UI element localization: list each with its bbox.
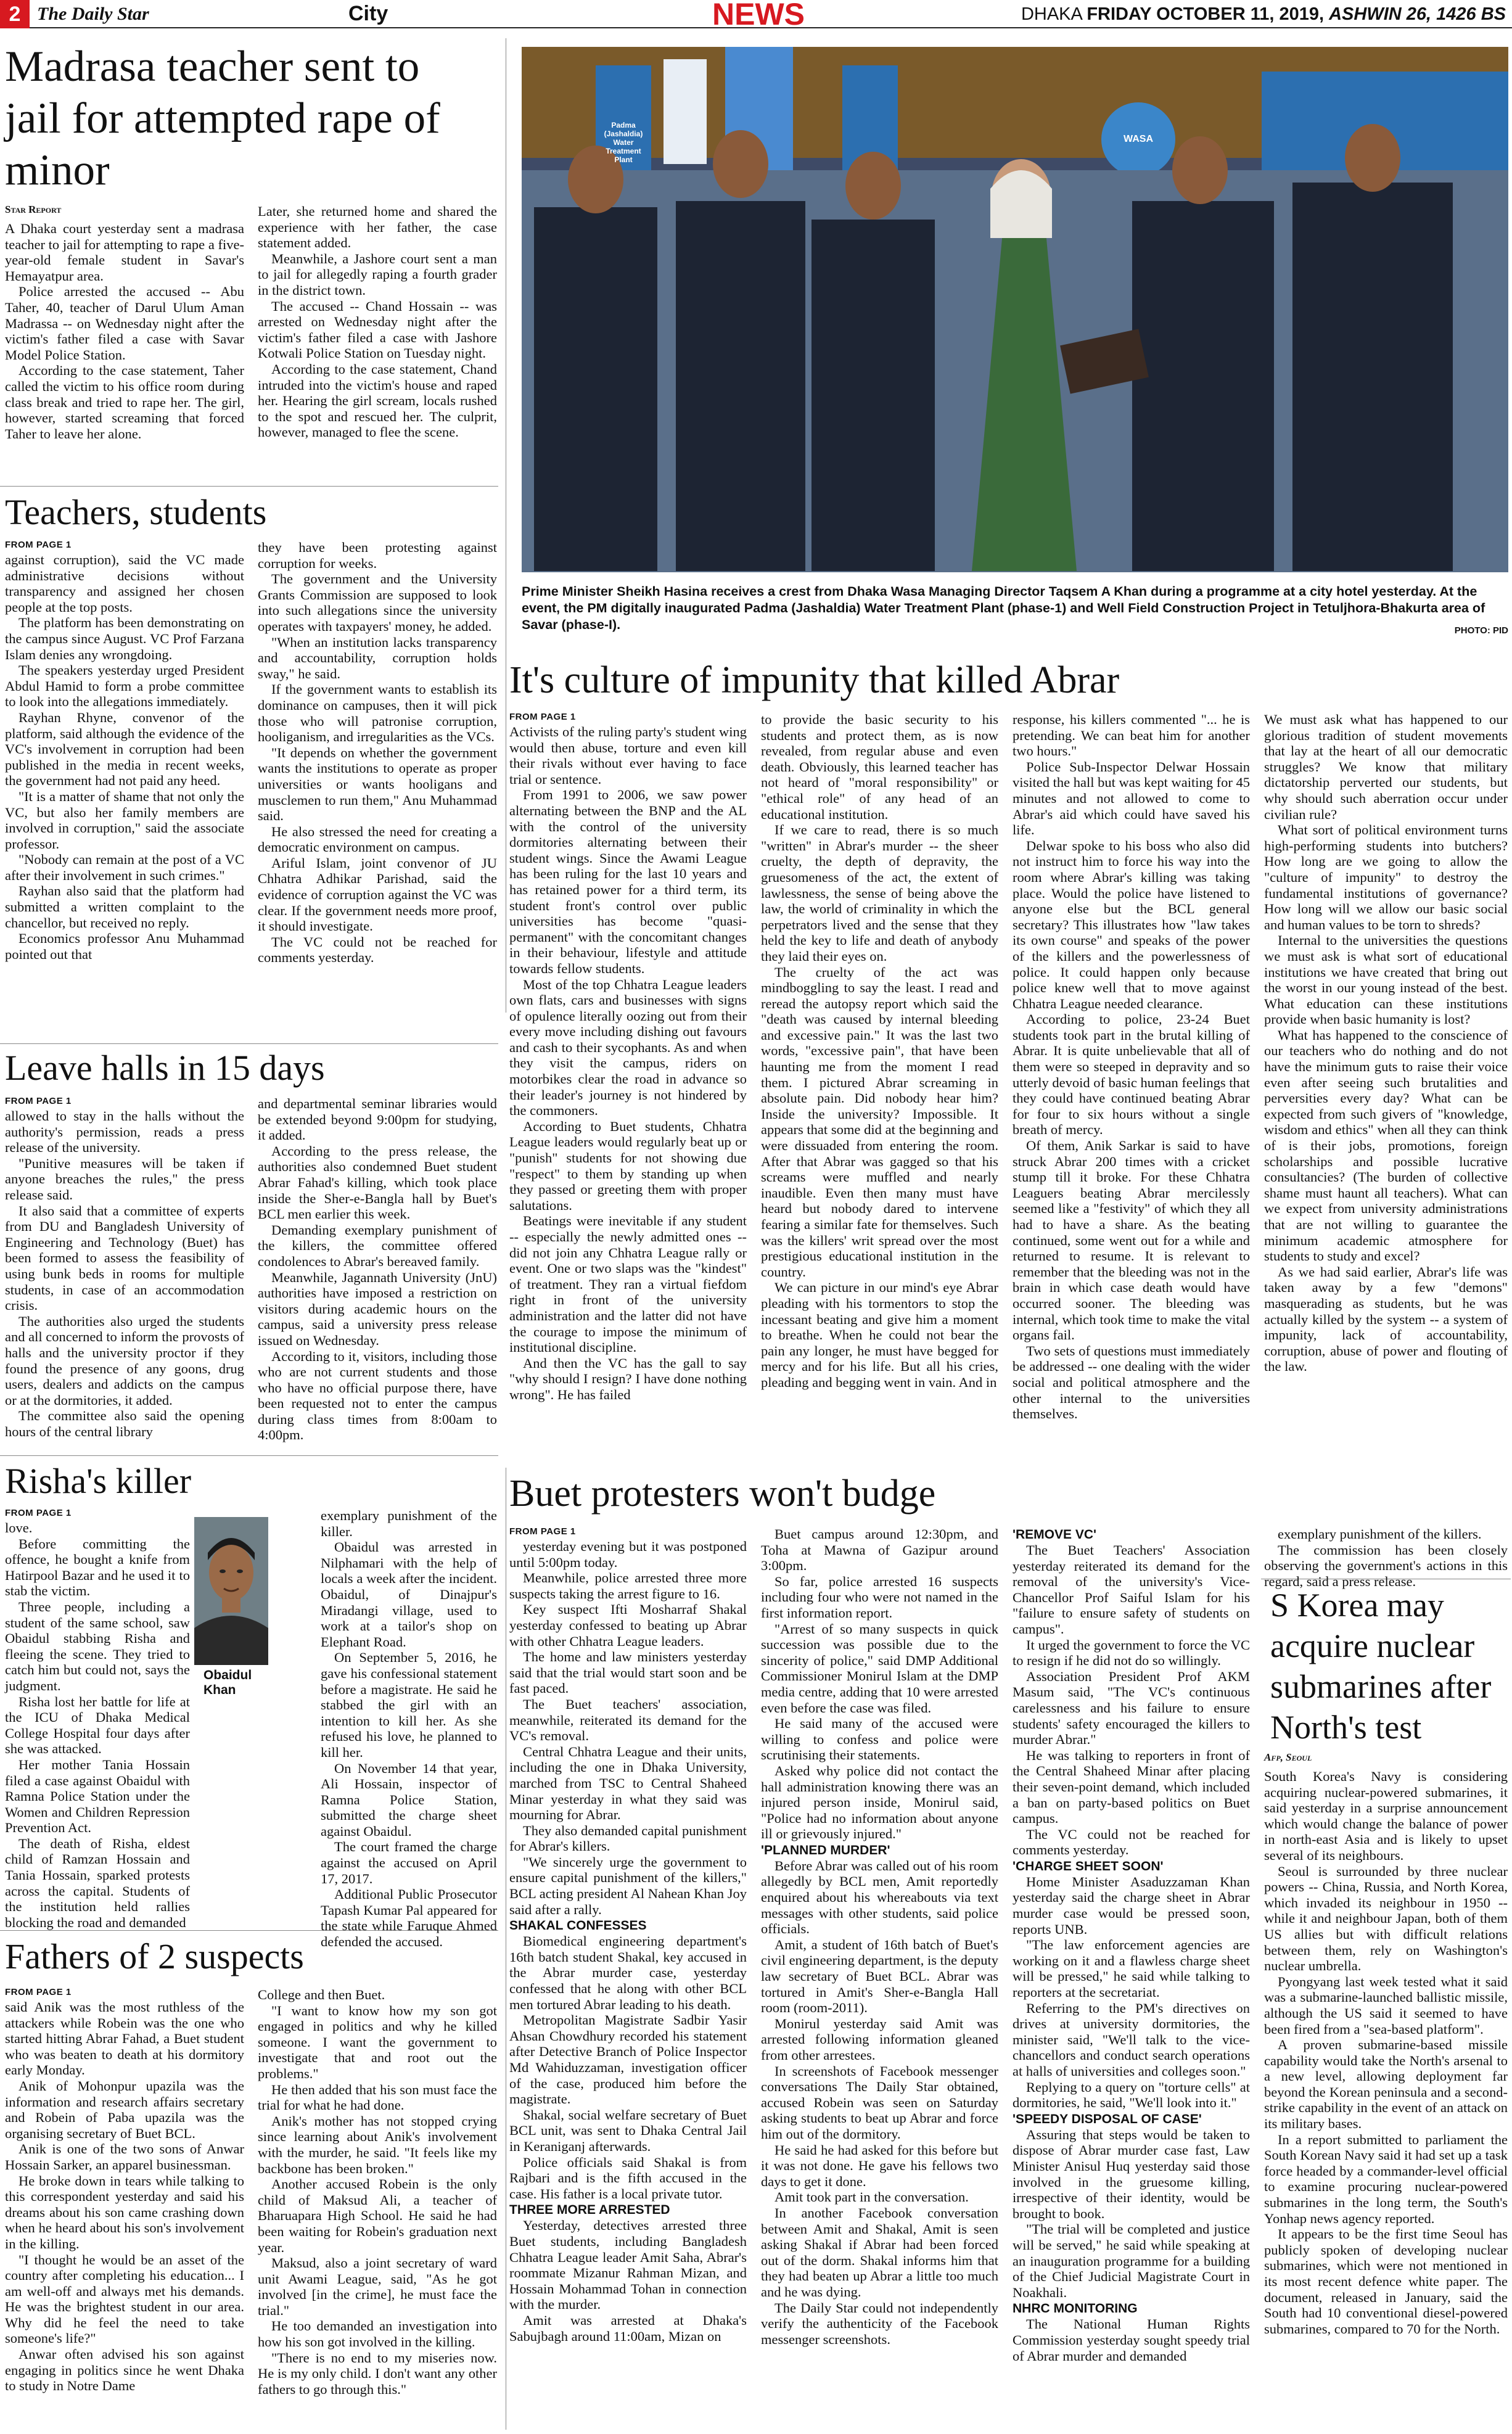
paragraph: Additional Public Prosecutor Tapash Kumar Pal appeared for the state while Faruque Ahmed defended the accused. [321, 1886, 497, 1950]
headline-teachers: Teachers, students [5, 492, 267, 532]
paragraph: The commission has been closely observing the government's actions in this regard, said a press release. [1264, 1542, 1508, 1589]
halls-column-2 [258, 1096, 497, 1453]
paragraph: Central Chhatra League and their units, including the one in Dhaka University, marched from TSC to Central Shaheed Minar yesterday in what they said was mourning for Abrar. [509, 1743, 747, 1823]
headline-abrar: It's culture of impunity that killed Abrar [509, 659, 1120, 701]
paragraph: Amit was arrested at Dhaka's Sabujbagh around 11:00am, Mizan on [509, 2312, 747, 2344]
paragraph: love. [5, 1520, 33, 1536]
paragraph: In another Facebook conversation between Amit and Shakal, Amit is seen asking Shakal if Abrar had been forced out of the dorm. Shakal informs him that they had beaten up Abrar a little too much and he was dying. [761, 2205, 998, 2300]
paragraph: Police arrested the accused -- Abu Taher, 40, teacher of Darul Ulum Aman Madrassa -- on Wednesday night after the victim's father filed a case with Savar Model Police Station. [5, 284, 244, 363]
banner-text: Padma (Jashaldia) Water Treatment Plant [604, 121, 643, 164]
teachers-column-1 [5, 540, 244, 1039]
paragraph: exemplary punishment of the killers. [1278, 1526, 1482, 1542]
paragraph: "The law enforcement agencies are working on it and a flawless charge sheet will be pressed," he said while talking to reporters at the secretariat. [1013, 1937, 1250, 2000]
paragraph: said Anik was the most ruthless of the attackers while Robein was the one who started hitting Abrar Fahad, a Buet student who was beaten to death at his dormitory early Monday. [5, 1999, 244, 2078]
paragraph: Amit took part in the conversation. [774, 2189, 969, 2205]
abrar-column-4 [1264, 712, 1508, 1464]
korea-column [1264, 1751, 1508, 2430]
paragraph: Asked why police did not contact the hall administration knowing there was an injured person inside, Monirul said, "Police had no information about anyone ill or grievously injured." [761, 1762, 998, 1842]
paragraph: response, his killers commented "... he is pretending. We can beat him for another two hours." [1013, 712, 1250, 759]
paragraph: yesterday evening but it was postponed until 5:00pm today. [509, 1539, 747, 1570]
photo-caption: Prime Minister Sheikh Hasina receives a crest from Dhaka Wasa Managing Director Taqsem A Khan during a programme at a city hotel yesterday. At the event, the PM digitally inaugurated Padma (Jashaldia) Water Treatment Plant (phase-1) and Well Field Construction Project in Tetuljhora-Bhakurta area of Savar (phase-I). [522, 584, 1485, 632]
paragraph: The committee also said the opening hours of the central library [5, 1408, 244, 1439]
paragraph: to provide the basic security to his students and protect them, as is now revealed, from regular abuse and even death. Obviously, this learned teacher has not heard of "moral responsibility" or "ethical role" of any head of an educational institution. [761, 712, 998, 822]
from-page-label: FROM PAGE 1 [5, 1987, 72, 1997]
paragraph: The National Human Rights Commission yesterday sought speedy trial of Abrar murder and demanded [1013, 2316, 1250, 2364]
photo-credit: PHOTO: PID [1454, 625, 1508, 636]
paragraph: Delwar spoke to his boss who also did not instruct him to force his way into the room where Abrar's killing was taking place. Would the police have listened to anyone else but the BCL general secretary? This illustrates how "law takes its own course" and speaks of the power of the killers and the powerlessness of police. It could happen only because police knew well that to move against Chhatra League needed clearance. [1013, 837, 1250, 1011]
paragraph: The VC could not be reached for comments yesterday. [258, 934, 497, 966]
paragraph: Ariful Islam, joint convenor of JU Chhatra Adhikar Parishad, said the evidence of corruption against the VC was clear. If the government needs more proof, it should investigate. [258, 855, 497, 934]
paragraph: A proven submarine-based missile capability would take the North's arsenal to a new level, allowing deployment far beyond the Korean peninsula and a second-strike capability in the event of an attack on its military bases. [1264, 2037, 1508, 2132]
paragraph: "It depends on whether the government wants the institutions to operate as proper universities or wants hooligans and musclemen to run them," Anu Muhammad said. [258, 744, 497, 824]
paragraph: "It is a matter of shame that not only the VC, but also her family members are involved in corruption," said the associate professor. [5, 788, 244, 852]
paragraph: The government and the University Grants Commission are supposed to look into such allegations since the university operates with taxpayers' money, he added. [258, 571, 497, 634]
paragraph: According to the case statement, Taher called the victim to his office room during class break and tried to rape her. The girl, however, started screaming that forced Taher to leave her alone. [5, 363, 244, 442]
paragraph: against corruption), said the VC made administrative decisions without transparency and assigned her chosen people at the top posts. [5, 552, 244, 615]
subhead: NHRC MONITORING [1013, 2301, 1138, 2316]
story-divider [0, 1455, 498, 1456]
paragraph: The home and law ministers yesterday said that the trial would start soon and be fast paced. [509, 1649, 747, 1696]
buet-column-2 [761, 1526, 998, 2430]
paragraph: Rayhan also said that the platform had submitted a written complaint to the chancellor, but received no reply. [5, 883, 244, 931]
paragraph: The cruelty of the act was mindboggling to say the least. I read and reread the autopsy report which said the "death was caused by internal bleeding and excessive pain." It was the last two words, "excessive pain", that have been haunting me from the moment I read them. I pictured Abrar screaming in absolute pain. Did nobody hear him? Inside the university? Impossible. It appears that some did at the beginning and were dissuaded from entering the room. After that Abrar was gagged so that his screams were muffled and nearly inaudible. Even then many must have heard but nobody dared to intervene fearing a similar fate for themselves. Such was the killers' writ spread over the most prestigious educational institution in the country. [761, 964, 998, 1280]
paragraph: Amit, a student of 16th batch of Buet's civil engineering department, is the deputy law secretary of Buet BCL. Abrar was tortured in Amit's Sher-e-Bangla Hall room (room-2011). [761, 1936, 998, 2016]
paragraph: Buet campus around 12:30pm, and Toha at Mawna of Gazipur around 3:00pm. [761, 1526, 998, 1574]
paragraph: On November 14 that year, Ali Hossain, inspector of Ramna Police Station, submitted the charge sheet against Obaidul. [321, 1760, 497, 1839]
paragraph: According to it, visitors, including those who are not current students and those who have no official purpose there, have been requested not to enter the campus during class times from 8:00am to 4:00pm. [258, 1348, 497, 1443]
paragraph: "I thought he would be an asset of the country after completing his education... I am well-off and always met his demands. He was the brightest student in our area. Why did he feel the need to take someone's life?" [5, 2251, 244, 2346]
paragraph: Later, she returned home and shared the experience with her father, the case statement added. [258, 204, 497, 251]
paragraph: Beatings were inevitable if any student -- especially the newly admitted ones -- did not join any Chhatra League rally or event. One or two slaps was the "kindest" of treatment. They ran a virtual fiefdom right in front of the university administration and the latter did not have the courage to impose the minimum of institutional discipline. [509, 1213, 747, 1355]
from-page-label: FROM PAGE 1 [5, 540, 72, 550]
paragraph: Demanding exemplary punishment of the killers, the committee offered condolences to Abrar's bereaved family. [258, 1222, 497, 1269]
paragraph: The platform has been demonstrating on the campus since August. VC Prof Farzana Islam denies any wrongdoing. [5, 615, 244, 662]
paragraph: Association President Prof AKM Masum said, "The VC's continuous carelessness and his failure to ensure students' safety encouraged the killers to murder Abrar." [1013, 1668, 1250, 1748]
paragraph: "Arrest of so many suspects in quick succession was possible due to the sincerity of police," said DMP Additional Commissioner Monirul Islam at the DMP media centre, adding that 10 were arrested even before the case was filed. [761, 1621, 998, 1716]
paragraph: They also demanded capital punishment for Abrar's killers. [509, 1822, 747, 1854]
halls-column-1 [5, 1096, 244, 1453]
paragraph: The authorities also urged the students and all concerned to inform the provosts of halls and the university proctor if they found the presence of any goons, drug users, dealers and addicts on the campus or at the dormitories, it added. [5, 1313, 245, 1408]
paragraph: Her mother Tania Hossain filed a case against Obaidul with Ramna Police Station under the Women and Children Repression Prevention Act. [5, 1756, 190, 1836]
headline-risha: Risha's killer [5, 1461, 192, 1501]
paragraph: "The trial will be completed and justice will be served," he said while speaking at an inauguration programme for a building of the Chief Judicial Magistrate Court in Noakhali. [1013, 2221, 1250, 2300]
paragraph: We must ask what has happened to our glorious tradition of student movements that lay at the heart of all our democratic struggles? We know that military dictatorship perverted our students, but why should such aberration occur under civilian rule? [1264, 712, 1508, 822]
paragraph: And then the VC has the gall to say "why should I resign? I have done nothing wrong". He has failed [509, 1355, 747, 1402]
madrasa-column-1 [5, 204, 244, 481]
paragraph: Home Minister Asaduzzaman Khan yesterday said the charge sheet in Abrar murder case would be pressed soon, reports UNB. [1013, 1873, 1250, 1937]
abrar-column-3 [1013, 712, 1250, 1464]
paragraph: The Buet teachers' association, meanwhile, reiterated its demand for the VC's removal. [509, 1696, 747, 1744]
subhead: SHAKAL CONFESSES [509, 1918, 647, 1933]
paragraph: We can picture in our mind's eye Abrar pleading with his tormentors to stop the incessant beating and give him a moment to breathe. When he could not bear the pain any longer, he must have begged for mercy and for his life. But all his cries, pleading and begging went in vain. And in [761, 1280, 998, 1390]
paragraph: Anik of Mohonpur upazila was the information and research affairs secretary and Robein of Paba upazila was the organising secretary of Buet BCL. [5, 2078, 244, 2141]
paragraph: Of them, Anik Sarkar is said to have struck Abrar 200 times with a cricket stump till it broke. For these Chhatra Leaguers beating Abrar mercilessly seemed like a "festivity" of which they all had to have a share. As the beating continued, some went out for a while and returned to resume. It is relevant to remember that the bleeding was not in the brain in which case death would have occurred sooner. The bleeding was internal, which took time to make the vital organs fail. [1013, 1138, 1250, 1343]
paragraph: It also said that a committee of experts from DU and Bangladesh University of Engineering and Technology (Buet) has been formed to assess the feasibility of using bunk beds in rooms for multiple students, in case of an accommodation crisis. [5, 1203, 244, 1314]
from-page-label: FROM PAGE 1 [5, 1096, 72, 1106]
paragraph: Economics professor Anu Muhammad pointed out that [5, 931, 244, 962]
headline-buet: Buet protesters won't budge [509, 1473, 936, 1515]
section-label: NEWS [712, 0, 805, 31]
paragraph: The accused -- Chand Hossain -- was arrested on Wednesday night after the victim's father filed a case with Jashore Kotwali Police Station on Tuesday night. [258, 298, 497, 361]
from-page-label: FROM PAGE 1 [5, 1508, 72, 1518]
paragraph: He too demanded an investigation into how his son got involved in the killing. [258, 2318, 497, 2350]
paragraph: According to Buet students, Chhatra League leaders would regularly beat up or "punish" students for not showing due "respect" to them by standing up when they passed or greeting them with proper salutations. [509, 1118, 747, 1213]
paragraph: "When an institution lacks transparency and accountability, corruption holds sway," he said. [258, 634, 497, 681]
paragraph: In a report submitted to parliament the South Korean Navy said it had set up a task force headed by a commander-level official to examine procuring nuclear-powered submarines in the long term, the South's Yonhap news agency reported. [1264, 2131, 1508, 2226]
paragraph: Obaidul was arrested in Nilphamari with the help of locals a week after the incident. Obaidul, of Dinajpur's Miradangi village, used to work at a tailor's shop on Elephant Road. [321, 1539, 497, 1650]
paragraph: The court framed the charge against the accused on April 17, 2017. [321, 1839, 497, 1886]
headline-fathers: Fathers of 2 suspects [5, 1936, 304, 1976]
abrar-column-1 [509, 712, 747, 1464]
paragraph: Two sets of questions must immediately be addressed -- one dealing with the wider social and political atmosphere and the other internal to the universities themselves. [1013, 1342, 1250, 1422]
paragraph: Meanwhile, police arrested three more suspects taking the arrest figure to 16. [509, 1570, 747, 1601]
paragraph: In screenshots of Facebook messenger conversations The Daily Star obtained, accused Robein was seen on Saturday asking students to beat up Abrar and force him out of the dormitory. [761, 2063, 998, 2142]
section-name: City [348, 2, 388, 25]
paragraph: Seoul is surrounded by three nuclear powers -- China, Russia, and North Korea, which invaded its neighbour in 1950 -- while it and neighbour Japan, both of them US allies but with difficult relations between them, rely on Washington's nuclear umbrella. [1264, 1863, 1508, 1974]
paragraph: It urged the government to force the VC to resign if he did not do so willingly. [1013, 1637, 1250, 1669]
story-divider [0, 1043, 498, 1044]
paragraph: He was talking to reporters in front of the Central Shaheed Minar after placing their seven-point demand, which included a ban on party-based politics on Buet campus. [1013, 1747, 1250, 1827]
paragraph: A Dhaka court yesterday sent a madrasa teacher to jail for attempting to rape a five-year-old female student in Savar's Hemayatpur area. [5, 221, 244, 284]
masthead-logo: The Daily Star [37, 4, 149, 24]
paragraph: Referring to the PM's directives on drives at university dormitories, the minister said, "We'll talk to the vice-chancellors and conduct search operations at halls of universities and colleges soon." [1013, 2000, 1250, 2079]
buet-column-1 [509, 1526, 747, 2430]
subhead: 'PLANNED MURDER' [761, 1843, 890, 1857]
photo-caption-obaidul: Obaidul Khan [203, 1668, 252, 1697]
paragraph: If we care to read, there is so much "written" in Abrar's murder -- the sheer cruelty, the depth of depravity, the gruesomeness of the act, the extent of lawlessness, the sense of being above the law, the world of criminality in which the perpetrators lived and the sense that they held the key to life and death of anybody they laid their eyes on. [761, 822, 998, 964]
risha-column-1 [5, 1508, 190, 1930]
risha-column-2 [321, 1508, 497, 1950]
paragraph: Key suspect Ifti Mosharraf Shakal yesterday confessed to beating up Abrar with other Chhatra League leaders. [509, 1601, 747, 1649]
paragraph: allowed to stay in the halls without the authority's permission, reads a press release of the university. [5, 1108, 244, 1156]
paragraph: According to the case statement, Chand intruded into the victim's house and raped her. Hearing the girl scream, locals rushed to the spot and rescued her. The culprit, however, managed to flee the scene. [258, 361, 497, 440]
paragraph: Assuring that steps would be taken to dispose of Abrar murder case fast, Law Minister Anisul Huq yesterday said those involved in the gruesome killing, irrespective of their identity, would be brought to book. [1013, 2126, 1250, 2221]
byline: Afp, Seoul [1264, 1751, 1312, 1763]
subhead: 'REMOVE VC' [1013, 1527, 1097, 1542]
paragraph: From 1991 to 2006, we saw power alternating between the BNP and the AL with the control of the university dormitories alternating between their student wings. Since the Awami League has been ruling for the last 10 years and has retained power for a third term, its student front's control over public universities has become "quasi-permanent" with the concomitant changes in their behaviour, lifestyle and attitude towards fellow students. [509, 787, 747, 976]
paragraph: Shakal, social welfare secretary of Buet BCL unit, was sent to Dhaka Central Jail in Keraniganj afterwards. [509, 2107, 747, 2154]
from-page-label: FROM PAGE 1 [509, 712, 576, 722]
paragraph: Police officials said Shakal is from Rajbari and is the fifth accused in the case. His father is a local private tutor. [509, 2154, 747, 2202]
abrar-column-2 [761, 712, 998, 1464]
paragraph: Pyongyang last week tested what it said was a submarine-launched ballistic missile, although the US said it seemed to have been fired from a "sea-based platform". [1264, 1973, 1508, 2037]
dateline: DHAKA FRIDAY OCTOBER 11, 2019, ASHWIN 26, 1426 BS [1021, 4, 1506, 24]
paragraph: What has happened to the conscience of our teachers who do nothing and do not have the minimum guts to raise their voice even after seeing such brutalities and perversities every day? What can be expected from such givers of "knowledge, wisdom and ethics" when all they can think of is their jobs, promotions, foreign scholarships and possible lucrative consultancies? (The burden of collective shame must haunt all teachers). What can we expect from university administrations that are not willing to guarantee the minimum academic atmosphere for students to study and excel? [1264, 1027, 1508, 1264]
paragraph: Metropolitan Magistrate Sadbir Yasir Ahsan Chowdhury recorded his statement after Detective Branch of Police Inspector Md Wahiduzzaman, investigation officer of the case, produced him before the magistrate. [509, 2012, 747, 2107]
paragraph: Another accused Robein is the only child of Maksud Ali, a teacher of Bharuapara High School. He said he had been waiting for Robein's graduation next year. [258, 2176, 497, 2255]
paragraph: they have been protesting against corruption for weeks. [258, 540, 497, 571]
page-number: 2 [0, 0, 30, 28]
paragraph: He then added that his son must face the trial for what he had done. [258, 2081, 497, 2113]
paragraph: He said many of the accused were willing to confess and police were scrutinising their statements. [761, 1716, 998, 1763]
paragraph: "Punitive measures will be taken if anyone breaches the rules," the press release said. [5, 1155, 244, 1203]
page-header [0, 0, 1512, 31]
headline-halls: Leave halls in 15 days [5, 1048, 325, 1088]
paragraph: "We sincerely urge the government to ensure capital punishment of the killers," BCL acting president Al Nahean Khan Joy said after a rally. [509, 1854, 747, 1917]
paragraph: Maksud, also a joint secretary of ward unit Awami League, said, "As he got involved [in the crime], he must face the trial." [258, 2255, 497, 2318]
paragraph: It appears to be the first time Seoul has publicly spoken of developing nuclear submarines, which were not mentioned in its most recent defence white paper. The document, released in January, said the South had 10 conventional diesel-powered submarines, compared to 70 for the North. [1264, 2226, 1508, 2337]
fathers-column-2 [258, 1987, 497, 2431]
paragraph: "There is no end to my miseries now. He is my only child. I don't want any other fathers to go through this." [258, 2350, 497, 2397]
subhead: 'CHARGE SHEET SOON' [1013, 1859, 1164, 1873]
paragraph: The Buet Teachers' Association yesterday reiterated its demand for the removal of the university's Vice-Chancellor Prof Saiful Islam for his "failure to ensure safety of students on campus". [1013, 1542, 1250, 1637]
paragraph: According to the press release, the authorities also condemned Buet student Abrar Fahad's killing, which took place inside the Sher-e-Bangla hall by Buet's BCL men earlier this week. [258, 1143, 497, 1222]
paragraph: The Daily Star could not independently verify the authenticity of the Facebook messenger screenshots. [761, 2300, 998, 2347]
paragraph: Biomedical engineering department's 16th batch student Shakal, key accused in the Abrar murder case, yesterday confessed that he along with other BCL men tortured Abrar leading to his death. [509, 1933, 747, 2012]
paragraph: College and then Buet. [258, 1987, 385, 2002]
paragraph: Replying to a query on "torture cells" at dormitories, he said, "We'll look into it." [1013, 2079, 1250, 2111]
paragraph: Activists of the ruling party's student wing would then abuse, torture and even kill their rivals without ever having to face trial or sentence. [509, 724, 747, 787]
paragraph: The speakers yesterday urged President Abdul Hamid to form a probe committee to look into the allegations immediately. [5, 662, 244, 710]
paragraph: Three people, including a student of the same school, saw Obaidul stabbing Risha and fleeing the scene. They tried to catch him but could not, says the judgment. [5, 1598, 190, 1693]
paragraph: The death of Risha, eldest child of Ramzan Hossain and Tania Hossain, sparked protests across the capital. Students of the institution held rallies blocking the road and demanded [5, 1835, 190, 1930]
paragraph: He also stressed the need for creating a democratic environment on campus. [258, 823, 497, 855]
paragraph: "I want to know how my son got engaged in politics and why he killed someone. I want the government to investigate that and root out the problems." [258, 2002, 497, 2081]
paragraph: and departmental seminar libraries would be extended beyond 9:00pm for studying, it added. [258, 1096, 497, 1143]
paragraph: Anik is one of the two sons of Anwar Hossain Sarker, an apparel businessman. [5, 2141, 244, 2173]
obaidul-khan-photo [194, 1517, 268, 1665]
paragraph: He said he had asked for this before but it was not done. He gave his fellows two days to get it done. [761, 2142, 998, 2189]
paragraph: What sort of political environment turns high-performing students into butchers? How long are we going to allow the "culture of impunity" to destroy the fundamental institutions of governance? How long will we allow our basic social and human values to be torn to shreds? [1264, 822, 1508, 932]
from-page-label: FROM PAGE 1 [509, 1526, 576, 1537]
paragraph: exemplary punishment of the killer. [321, 1508, 497, 1539]
paragraph: Anwar often advised his son against engaging in politics since he went Dhaka to study in Notre Dame [5, 2346, 244, 2394]
paragraph: Internal to the universities the questions we must ask is what sort of educational institutions we have created that bring out the worst in our young instead of the best. What education can these institutions provide when basic humanity is lost? [1264, 932, 1508, 1027]
paragraph: Meanwhile, Jagannath University (JnU) authorities have imposed a restriction on visitors during academic hours on the campus, said a university press release issued on Wednesday. [258, 1269, 497, 1348]
paragraph: Rayhan Rhyne, convenor of the platform, said although the evidence of the VC's involvement in corruption had been published in the media in recent weeks, the government had not paid any heed. [5, 709, 244, 789]
paragraph: Meanwhile, a Jashore court sent a man to jail for allegedly raping a fourth grader in the district town. [258, 250, 497, 298]
story-divider [0, 486, 498, 487]
paragraph: Most of the top Chhatra League leaders own flats, cars and businesses with signs of opulence literally oozing out from their every move including dishing out favours and cash to their sycophants. As and when they visit the campus, riders on motorbikes clear the road in advance so their leader's journey is not hindered by the commoners. [509, 976, 747, 1119]
teachers-column-2 [258, 540, 497, 1039]
paragraph: Risha lost her battle for life at the ICU of Dhaka Medical College Hospital four days after she was attacked. [5, 1693, 190, 1757]
main-news-photo [522, 47, 1508, 572]
paragraph: "Nobody can remain at the post of a VC after their involvement in such crimes." [5, 852, 244, 883]
paragraph: Monirul yesterday said Amit was arrested following information gleaned from other arrestees. [761, 2015, 998, 2063]
byline: Star Report [5, 204, 62, 215]
paragraph: Before Abrar was called out of his room allegedly by BCL men, Amit reportedly enquired about his whereabouts via text messages with other students, said police officials. [761, 1857, 998, 1937]
headline-madrasa: Madrasa teacher sent to jail for attempted rape of minor [5, 43, 440, 194]
madrasa-column-2 [258, 204, 497, 481]
paragraph: The VC could not be reached for comments yesterday. [1013, 1826, 1250, 1858]
buet-column-4 [1264, 1526, 1508, 1589]
paragraph: Anik's mother has not stopped crying since learning about Anik's involvement with the murder, he said. "It feels like my backbone has been broken." [258, 2113, 497, 2176]
paragraph: South Korea's Navy is considering acquiring nuclear-powered submarines, it said yesterday in a surprise announcement which would change the balance of power in north-east Asia and is likely to upset several of its neighbours. [1264, 1769, 1508, 1863]
paragraph: Before committing the offence, he bought a knife from Hatirpool Bazar and he used it to stab the victim. [5, 1536, 190, 1599]
headline-korea: S Korea may acquire nuclear submarines after North's test [1270, 1587, 1492, 1746]
fathers-column-1 [5, 1987, 244, 2431]
paragraph: On September 5, 2016, he gave his confessional statement before a magistrate. He said he stabbed the girl with an intention to kill her. As she refused his love, he planned to kill her. [321, 1650, 497, 1760]
buet-column-3 [1013, 1526, 1250, 2430]
paragraph: Police Sub-Inspector Delwar Hossain visited the hall but was kept waiting for 45 minutes and not allowed to come to Abrar's aid which could have saved his life. [1013, 759, 1250, 838]
subhead: 'SPEEDY DISPOSAL OF CASE' [1013, 2111, 1202, 2126]
wasa-logo: WASA [1124, 134, 1153, 144]
paragraph: As we had said earlier, Abrar's life was taken away by a few "demons" masquerading as students, but he was actually killed by the system -- a system of impunity, lack of accountability, corruption, abuse of power and flouting of the law. [1264, 1264, 1508, 1375]
subhead: THREE MORE ARRESTED [509, 2203, 670, 2218]
paragraph: He broke down in tears while talking to this correspondent yesterday and said his dreams about his son came crashing down when he heard about his son's involvement in the killing. [5, 2173, 244, 2251]
paragraph: So far, police arrested 16 suspects including four who were not named in the first information report. [761, 1573, 998, 1621]
paragraph: According to police, 23-24 Buet students took part in the brutal killing of Abrar. It is quite unbelievable that all of them were so steeped in depravity and so utterly devoid of basic human feelings that they could have continued beating Abrar for four to six hours without a single breath of mercy. [1013, 1011, 1250, 1138]
paragraph: If the government wants to establish its dominance on campuses, then it will pick those who will patronise corruption, hooliganism, and irregularities as the VCs. [258, 681, 497, 745]
paragraph: Yesterday, detectives arrested three Buet students, including Bangladesh Chhatra League leader Amit Saha, Abrar's roommate Mizanur Rahman Mizan, and Hossain Mohammad Tohan in connection with the murder. [509, 2218, 747, 2313]
